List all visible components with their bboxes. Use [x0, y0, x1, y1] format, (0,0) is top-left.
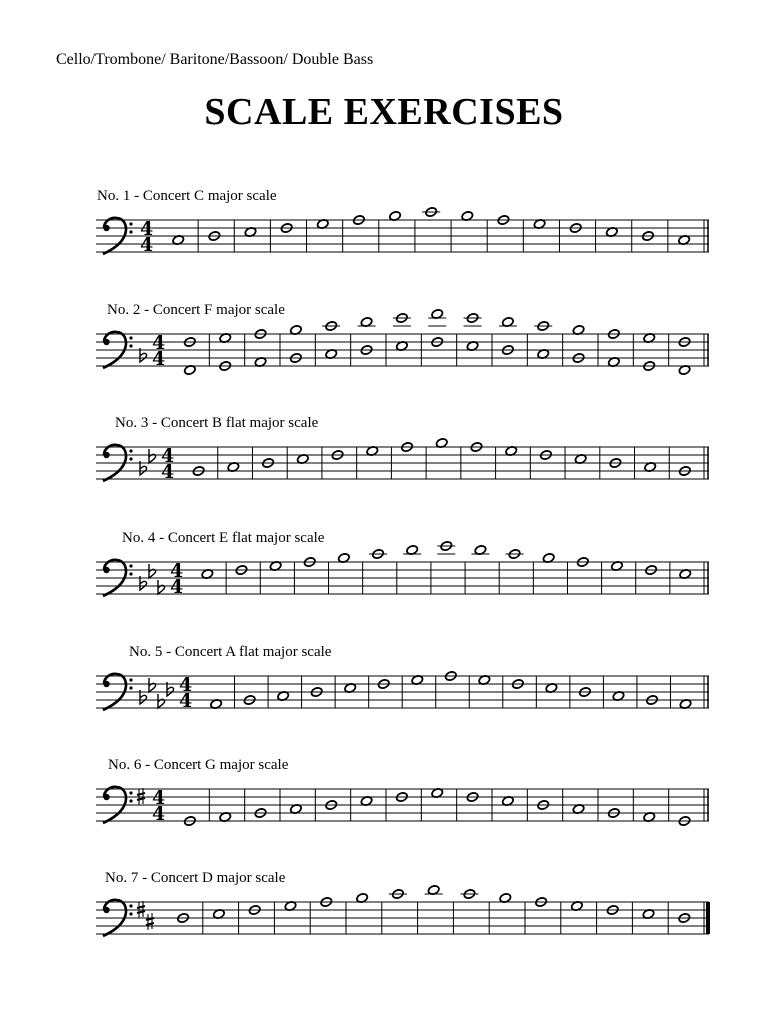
sharp-sign-icon — [146, 913, 154, 930]
exercise-2-label: No. 2 - Concert F major scale — [107, 302, 285, 318]
time-signature-denominator: 4 — [152, 803, 166, 825]
time-signature-denominator: 4 — [170, 576, 184, 598]
exercise-7-label: No. 7 - Concert D major scale — [105, 870, 286, 886]
time-signature-denominator: 4 — [179, 690, 193, 712]
time-signature-numerator: 4 — [170, 560, 184, 582]
exercise-1-staff — [0, 185, 768, 305]
exercise-2-staff — [0, 299, 768, 419]
instrument-list: Cello/Trombone/ Baritone/Bassoon/ Double Bass — [56, 51, 374, 68]
time-signature-denominator: 4 — [140, 234, 154, 256]
exercise-6-staff — [0, 754, 768, 874]
exercise-6-label: No. 6 - Concert G major scale — [108, 757, 289, 773]
exercise-4-label: No. 4 - Concert E flat major scale — [122, 530, 325, 546]
exercise-5-staff — [0, 641, 768, 761]
time-signature-numerator: 4 — [179, 674, 193, 696]
time-signature-denominator: 4 — [152, 348, 166, 370]
exercise-4-staff — [0, 527, 768, 647]
time-signature-numerator: 4 — [140, 218, 154, 240]
time-signature-numerator: 4 — [152, 332, 166, 354]
time-signature-numerator: 4 — [161, 445, 175, 467]
flat-sign-icon — [158, 694, 165, 708]
time-signature-denominator: 4 — [161, 461, 175, 483]
exercise-7-staff — [0, 867, 768, 987]
exercise-3-staff — [0, 412, 768, 532]
time-signature-numerator: 4 — [152, 787, 166, 809]
flat-sign-icon — [149, 564, 156, 578]
exercise-3-label: No. 3 - Concert B flat major scale — [115, 415, 319, 431]
page-title: SCALE EXERCISES — [204, 91, 564, 133]
flat-sign-icon — [158, 580, 165, 594]
flat-sign-icon — [149, 678, 156, 692]
exercise-5-label: No. 5 - Concert A flat major scale — [129, 644, 332, 660]
exercise-1-label: No. 1 - Concert C major scale — [97, 188, 277, 204]
flat-sign-icon — [149, 449, 156, 463]
